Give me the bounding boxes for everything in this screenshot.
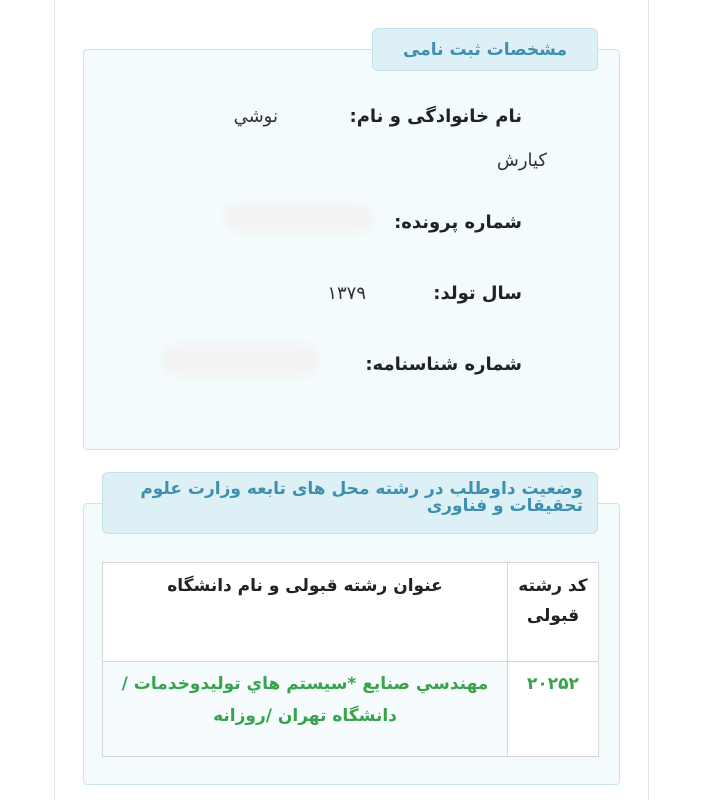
table-row	[103, 662, 599, 757]
column-header-code: كد رشته قبولی	[508, 563, 599, 662]
first-name-value: كيارش	[496, 150, 547, 171]
status-heading: وضعيت داوطلب در رشته محل های تابعه وزارت علوم تحقيقات و فناوری	[102, 472, 598, 534]
birth-year-value: ۱۳۷۹	[327, 283, 366, 304]
table-header-row	[103, 563, 599, 662]
column-header-title: عنوان رشته قبولی و نام دانشگاه	[103, 563, 508, 662]
file-number-label: شماره پرونده:	[394, 212, 522, 233]
name-label: نام خانوادگی و نام:	[349, 106, 522, 127]
last-name-value: نوشي	[233, 106, 278, 127]
page-edge-right	[648, 0, 649, 800]
admission-table	[102, 562, 599, 757]
page-edge-left	[54, 0, 55, 800]
registration-heading: مشخصات ثبت نامی	[372, 28, 598, 71]
file-number-redacted	[224, 204, 374, 232]
id-number-label: شماره شناسنامه:	[365, 354, 522, 375]
admission-code: ۲۰۲۵۲	[508, 662, 599, 757]
id-number-redacted	[163, 344, 318, 376]
admission-title: مهندسي صنايع *سيستم هاي توليدوخدمات /دانشگاه تهران /روزانه	[103, 662, 508, 757]
birth-year-label: سال تولد:	[433, 283, 522, 304]
